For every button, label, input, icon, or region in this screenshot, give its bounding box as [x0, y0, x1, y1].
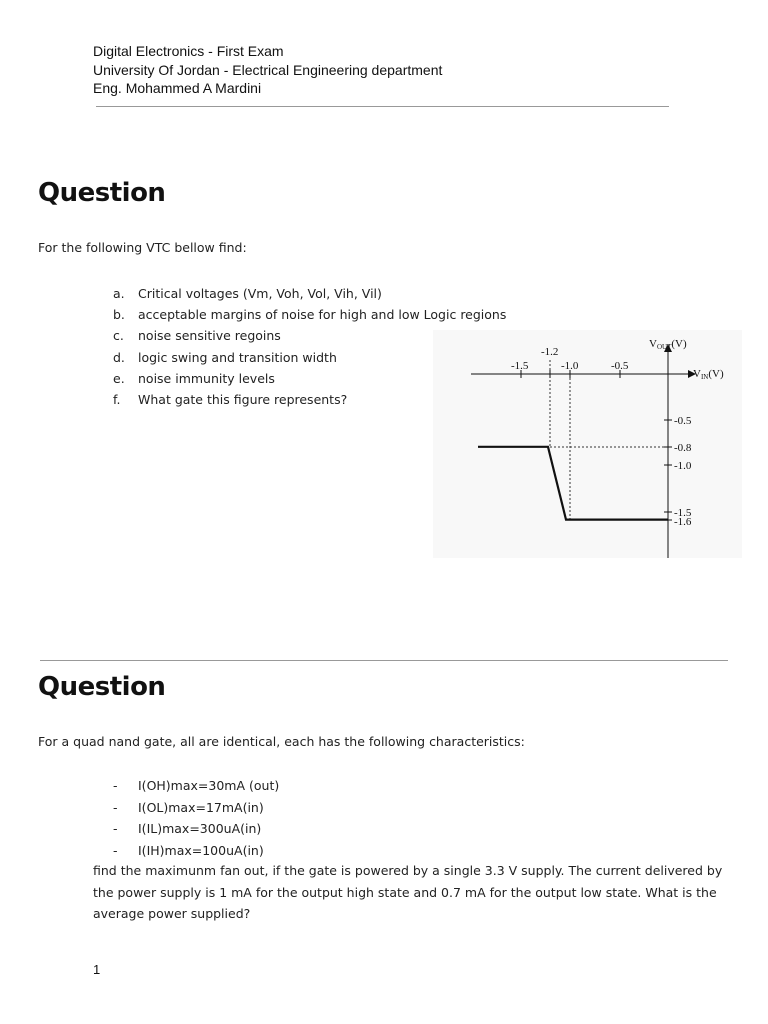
item-dash: -: [113, 778, 118, 793]
item-text: noise sensitive regoins: [138, 328, 281, 344]
vtc-curve: [478, 447, 668, 520]
vtc-plot: [433, 330, 742, 558]
question-2-list: [113, 775, 279, 861]
y-tick-label: -0.8: [674, 442, 692, 454]
x-tick-label: -1.5: [511, 360, 529, 372]
y-tick-label: -1.6: [674, 516, 692, 528]
header-instructor: Eng. Mohammed A Mardini: [93, 80, 262, 96]
list-item: [113, 818, 279, 840]
question-2-heading: Question: [38, 672, 166, 702]
list-item: [113, 797, 279, 819]
header-course: Digital Electronics - First Exam: [93, 43, 284, 59]
item-text: I(OH)max=30mA (out): [138, 778, 280, 793]
item-text: acceptable margins of noise for high and low Logic regions: [138, 307, 507, 323]
list-item: [113, 304, 506, 325]
item-letter: f.: [113, 392, 121, 408]
item-letter: b.: [113, 307, 125, 323]
x-axis-label: VIN(V): [693, 368, 724, 381]
y-tick-label: -1.5: [674, 507, 692, 519]
item-text: I(IH)max=100uA(in): [138, 842, 264, 858]
list-item: [113, 840, 279, 862]
question-1-intro: For the following VTC bellow find:: [38, 240, 247, 255]
item-letter: a.: [113, 286, 125, 301]
question-2-body: find the maximunm fan out, if the gate is powered by a single 3.3 V supply. The current delivered by the power supply is 1 mA for the output high state and 0.7 mA for the output low state. What is the average power supplied?: [93, 863, 723, 921]
header-university: University Of Jordan - Electrical Engineering department: [93, 61, 443, 78]
item-letter: d.: [113, 349, 125, 365]
header-divider: [96, 106, 669, 107]
x-tick-label: -0.5: [611, 360, 629, 372]
list-item: [113, 283, 506, 304]
y-tick-label: -0.5: [674, 415, 692, 427]
y-axis-label: VOUT(V): [649, 338, 687, 351]
item-letter: c.: [113, 328, 124, 344]
item-text: I(OL)max=17mA(in): [138, 799, 264, 815]
document-header: [93, 42, 442, 98]
list-item: [113, 775, 279, 797]
page-number: 1: [93, 962, 101, 977]
section-divider: [40, 660, 728, 661]
item-text: noise immunity levels: [138, 370, 275, 386]
item-dash: -: [113, 821, 118, 836]
item-letter: e.: [113, 370, 125, 386]
item-dash: -: [113, 799, 118, 815]
item-text: What gate this figure represents?: [138, 392, 348, 408]
item-text: I(IL)max=300uA(in): [138, 821, 262, 836]
question-1-heading: Question: [38, 178, 166, 208]
vtc-figure: [433, 330, 742, 558]
item-text: logic swing and transition width: [138, 349, 337, 365]
item-dash: -: [113, 842, 118, 858]
x-tick-label: -1.2: [541, 346, 559, 358]
y-tick-label: -1.0: [674, 460, 692, 472]
item-text: Critical voltages (Vm, Voh, Vol, Vih, Vil): [138, 286, 382, 301]
question-2-intro: For a quad nand gate, all are identical, each has the following characteristics:: [38, 734, 525, 749]
x-tick-label: -1.0: [561, 360, 579, 372]
